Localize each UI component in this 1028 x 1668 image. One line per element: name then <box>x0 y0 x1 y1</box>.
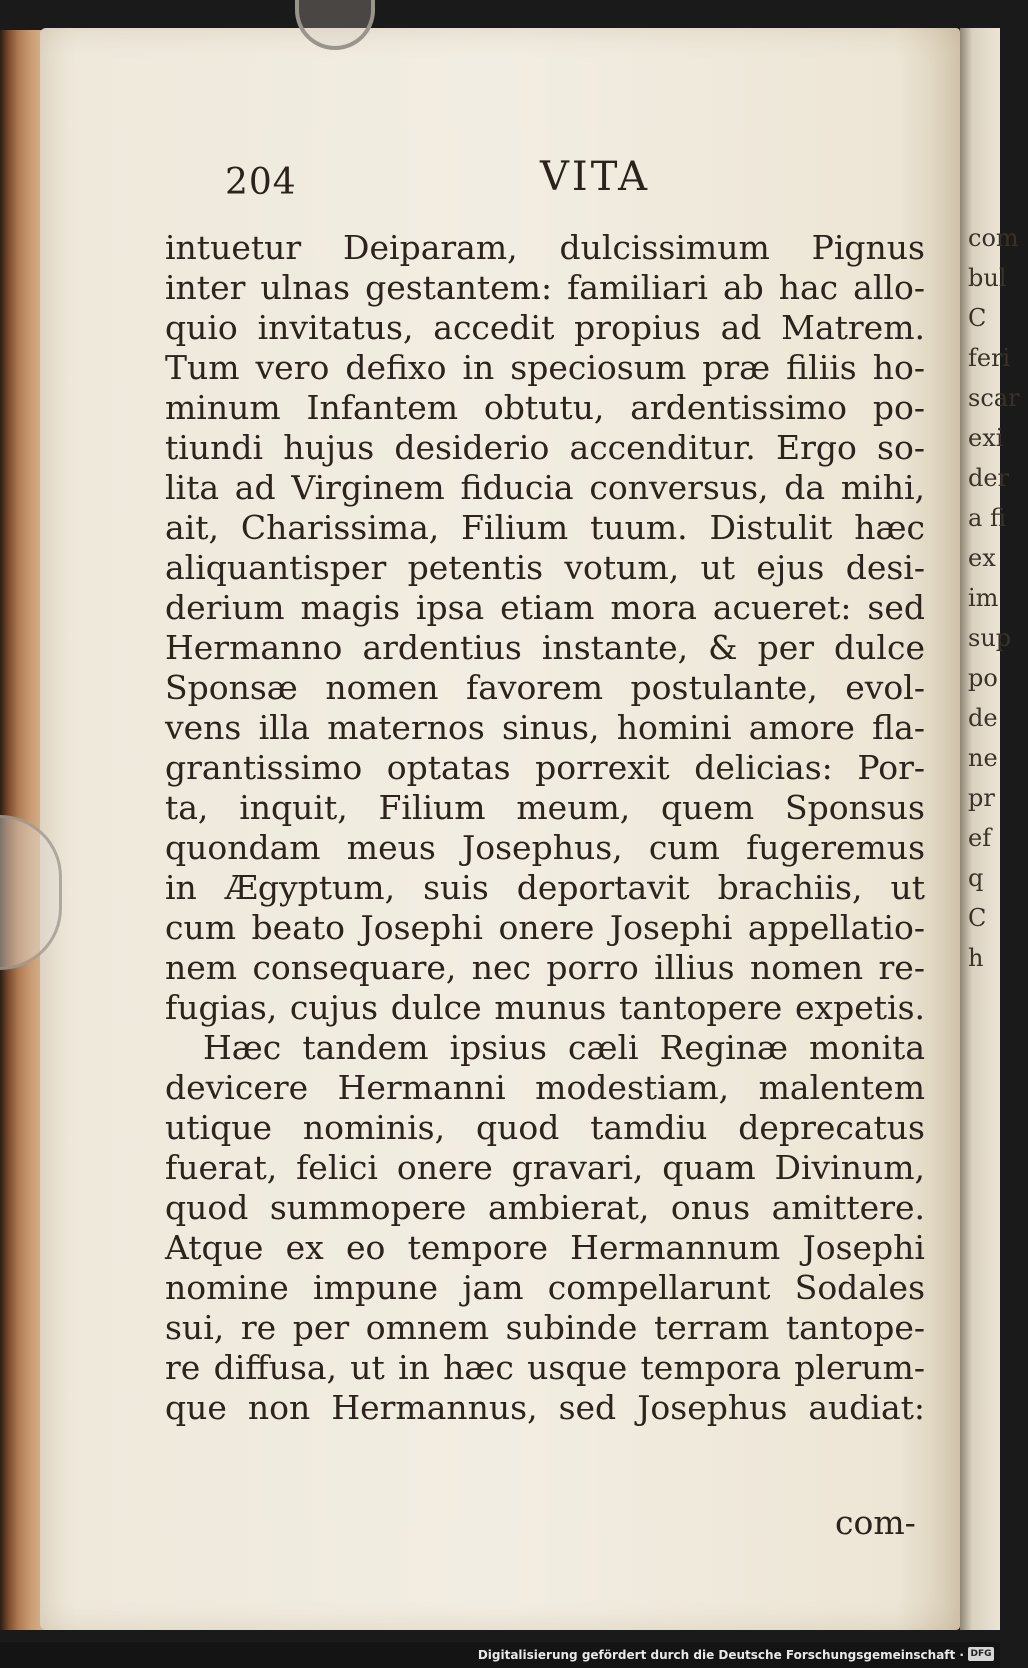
text-line: Sponsæ nomen favorem postulante, evol- <box>165 668 925 707</box>
text-line: fugias, cujus dulce munus tantopere expetis. <box>165 988 925 1027</box>
body-text <box>165 228 925 1428</box>
funding-credit: Digitalisierung gefördert durch die Deutsche Forschungsgemeinschaft · <box>477 1648 964 1662</box>
adjacent-page-fragments: com bul C feri scar exi der a fi ex im sup po de ne pr ef q C h <box>968 224 1020 972</box>
text-line: in Ægyptum, suis deportavit brachiis, ut <box>165 868 925 907</box>
catchword: com- <box>835 1503 916 1542</box>
text-line: minum Infantem obtutu, ardentissimo po- <box>165 388 925 427</box>
text-line: derium magis ipsa etiam mora acueret: sed <box>165 588 925 627</box>
page-header <box>40 154 960 214</box>
book-page <box>40 28 960 1630</box>
text-line: fuerat, felici onere gravari, quam Divinum, <box>165 1148 925 1187</box>
text-line: intuetur Deiparam, dulcissimum Pignus <box>165 228 925 267</box>
page-number: 204 <box>225 162 297 203</box>
text-line: nomine impune jam compellarunt Sodales <box>165 1268 925 1307</box>
text-line: inter ulnas gestantem: familiari ab hac allo- <box>165 268 925 307</box>
text-line: Tum vero defixo in speciosum præ filiis ho- <box>165 348 925 387</box>
text-line: quod summopere ambierat, onus amittere. <box>165 1188 925 1227</box>
dfg-logo-icon: DFG <box>968 1647 994 1661</box>
text-line: re diffusa, ut in hæc usque tempora plerum- <box>165 1348 925 1387</box>
text-line: que non Hermannus, sed Josephus audiat: <box>165 1388 925 1427</box>
text-line: tiundi hujus desiderio accenditur. Ergo so- <box>165 428 925 467</box>
text-line: quondam meus Josephus, cum fugeremus <box>165 828 925 867</box>
text-line: devicere Hermanni modestiam, malentem <box>165 1068 925 1107</box>
text-line: Atque ex eo tempore Hermannum Josephi <box>165 1228 925 1267</box>
text-line: ta, inquit, Filium meum, quem Sponsus <box>165 788 925 827</box>
text-line: grantissimo optatas porrexit delicias: Por- <box>165 748 925 787</box>
text-line: cum beato Josephi onere Josephi appellatio- <box>165 908 925 947</box>
footer-bar <box>0 1642 1000 1668</box>
text-line: Hæc tandem ipsius cæli Reginæ monita <box>203 1028 925 1067</box>
text-line: lita ad Virginem fiducia conversus, da mihi, <box>165 468 925 507</box>
text-line: Hermanno ardentius instante, & per dulce <box>165 628 925 667</box>
text-line: vens illa maternos sinus, homini amore fla- <box>165 708 925 747</box>
text-line: nem consequare, nec porro illius nomen re- <box>165 948 925 987</box>
text-line: quio invitatus, accedit propius ad Matrem. <box>165 308 925 347</box>
adjacent-page-edge <box>960 28 1020 1630</box>
text-line: sui, re per omnem subinde terram tantope- <box>165 1308 925 1347</box>
running-title: VITA <box>540 154 651 200</box>
text-line: ait, Charissima, Filium tuum. Distulit hæc <box>165 508 925 547</box>
text-line: aliquantisper petentis votum, ut ejus desi- <box>165 548 925 587</box>
text-line: utique nominis, quod tamdiu deprecatus <box>165 1108 925 1147</box>
